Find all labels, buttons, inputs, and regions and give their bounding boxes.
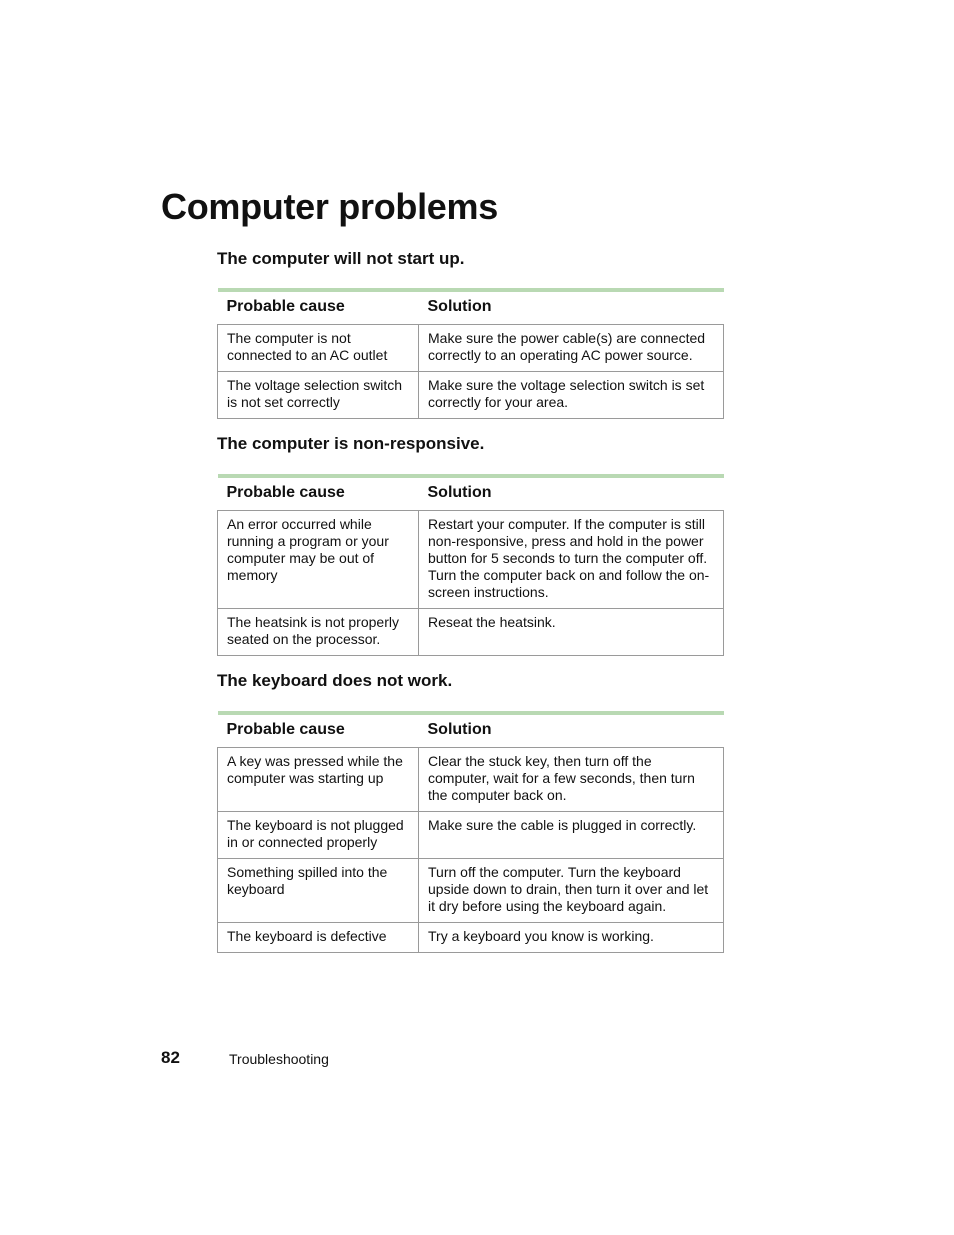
cause-cell: The keyboard is not plugged in or connected properly (218, 812, 419, 859)
table-row (218, 511, 724, 609)
cause-cell: A key was pressed while the computer was starting up (218, 748, 419, 812)
table-row (218, 812, 724, 859)
troubleshooting-table (217, 711, 724, 953)
cause-cell: The computer is not connected to an AC outlet (218, 325, 419, 372)
solution-cell: Try a keyboard you know is working. (419, 923, 724, 953)
table-row (218, 859, 724, 923)
table-row (218, 325, 724, 372)
section-heading: The keyboard does not work. (217, 671, 453, 690)
cause-cell: The keyboard is defective (218, 923, 419, 953)
cause-cell: The voltage selection switch is not set correctly (218, 372, 419, 419)
section-heading: The computer is non-responsive. (217, 434, 485, 453)
column-header-cause: Probable cause (218, 290, 419, 325)
table-row (218, 748, 724, 812)
page-title: Computer problems (161, 186, 498, 227)
section-keyboard (217, 671, 723, 953)
cause-cell: An error occurred while running a program or your computer may be out of memory (218, 511, 419, 609)
footer-section-name: Troubleshooting (229, 1051, 329, 1067)
solution-cell: Clear the stuck key, then turn off the computer, wait for a few seconds, then turn the computer back on. (419, 748, 724, 812)
solution-cell: Reseat the heatsink. (419, 609, 724, 656)
table-header-row (218, 713, 724, 748)
cause-cell: Something spilled into the keyboard (218, 859, 419, 923)
troubleshooting-table (217, 474, 724, 656)
page-number: 82 (161, 1048, 180, 1067)
solution-cell: Restart your computer. If the computer is still non-responsive, press and hold in the power button for 5 seconds to turn the computer off. Turn the computer back on and follow the on-screen instructions. (419, 511, 724, 609)
solution-cell: Make sure the cable is plugged in correctly. (419, 812, 724, 859)
column-header-cause: Probable cause (218, 713, 419, 748)
column-header-solution: Solution (419, 290, 724, 325)
solution-cell: Turn off the computer. Turn the keyboard upside down to drain, then turn it over and let it dry before using the keyboard again. (419, 859, 724, 923)
column-header-cause: Probable cause (218, 476, 419, 511)
column-header-solution: Solution (419, 476, 724, 511)
solution-cell: Make sure the power cable(s) are connected correctly to an operating AC power source. (419, 325, 724, 372)
table-row (218, 923, 724, 953)
section-not-start-up (217, 249, 723, 419)
column-header-solution: Solution (419, 713, 724, 748)
section-heading: The computer will not start up. (217, 249, 465, 268)
table-row (218, 609, 724, 656)
cause-cell: The heatsink is not properly seated on the processor. (218, 609, 419, 656)
table-header-row (218, 476, 724, 511)
solution-cell: Make sure the voltage selection switch is set correctly for your area. (419, 372, 724, 419)
table-row (218, 372, 724, 419)
table-header-row (218, 290, 724, 325)
section-non-responsive (217, 434, 723, 656)
troubleshooting-table (217, 288, 724, 419)
